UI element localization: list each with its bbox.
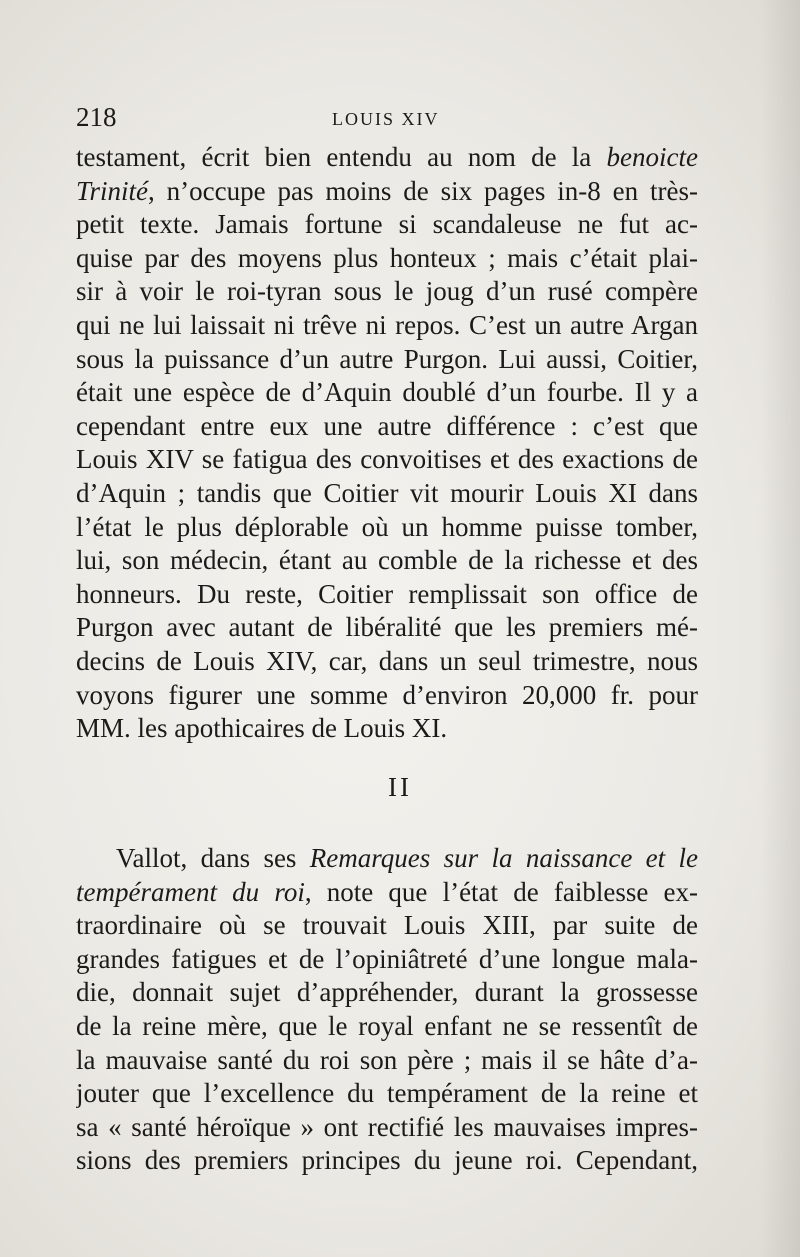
text-line: sa « santé héroïque » ont rectifié les mauvaises impres- xyxy=(76,1111,698,1142)
text-line: l’état le plus déplorable où un homme puisse tomber, xyxy=(76,511,698,542)
text-line: de la reine mère, que le royal enfant ne se ressentît de xyxy=(76,1010,698,1041)
paragraph-1 xyxy=(76,141,698,746)
text-line: decins de Louis XIV, car, dans un seul trimestre, nous xyxy=(76,645,698,676)
text-line: lui, son médecin, étant au comble de la richesse et des xyxy=(76,545,698,576)
text-line: Vallot, dans ses Remarques sur la naissance et le xyxy=(116,843,698,873)
italic-text: Remarques sur la naissance et le xyxy=(309,843,698,873)
text-line: tempérament du roi, note que l’état de faiblesse ex- xyxy=(76,876,698,907)
text-line: testament, écrit bien entendu au nom de la benoicte xyxy=(76,142,698,172)
text-line: qui ne lui laissait ni trêve ni repos. C’est un autre Argan xyxy=(76,309,698,340)
text-line: la mauvaise santé du roi son père ; mais il se hâte d’a- xyxy=(76,1044,698,1075)
text-line: grandes fatigues et de l’opiniâtreté d’une longue mala- xyxy=(76,943,698,974)
text-line: sir à voir le roi-tyran sous le joug d’un rusé compère xyxy=(76,276,698,307)
text-line: était une espèce de d’Aquin doublé d’un fourbe. Il y a xyxy=(76,377,698,408)
text-line: sions des premiers principes du jeune roi. Cependant, xyxy=(76,1145,698,1176)
italic-text: Trinité xyxy=(76,175,149,206)
text-line: jouter que l’excellence du tempérament de la reine et xyxy=(76,1078,698,1109)
text-line: sous la puissance d’un autre Purgon. Lui aussi, Coitier, xyxy=(76,343,698,374)
text-line: voyons figurer une somme d’environ 20,000 fr. pour xyxy=(76,679,698,710)
page-number: 218 xyxy=(76,102,117,132)
text-line: die, donnait sujet d’appréhender, durant la grossesse xyxy=(76,977,698,1008)
text-line: Purgon avec autant de libéralité que les premiers mé- xyxy=(76,612,698,643)
page-edge-shadow xyxy=(760,0,800,1257)
running-head: LOUIS XIV xyxy=(332,109,440,129)
text-line: cependant entre eux une autre différence : c’est que xyxy=(76,410,698,441)
text-line: Trinité, n’occupe pas moins de six pages in-8 en très- xyxy=(76,175,698,206)
text-line: quise par des moyens plus honteux ; mais c’était plai- xyxy=(76,242,698,273)
text-line: Louis XIV se fatigua des convoitises et des exactions de xyxy=(76,444,698,475)
section-heading: II xyxy=(388,772,412,802)
text-line: traordinaire où se trouvait Louis XIII, par suite de xyxy=(76,910,698,941)
paragraph-2 xyxy=(76,842,698,1178)
page-header xyxy=(76,100,696,134)
text-line: d’Aquin ; tandis que Coitier vit mourir Louis XI dans xyxy=(76,477,698,508)
text-line: petit texte. Jamais fortune si scandaleuse ne fut ac- xyxy=(76,209,698,240)
text-line: MM. les apothicaires de Louis XI. xyxy=(76,713,448,744)
text-line: honneurs. Du reste, Coitier remplissait son office de xyxy=(76,578,698,609)
italic-text: tempérament du roi xyxy=(76,876,305,907)
italic-text: benoicte xyxy=(606,142,698,172)
